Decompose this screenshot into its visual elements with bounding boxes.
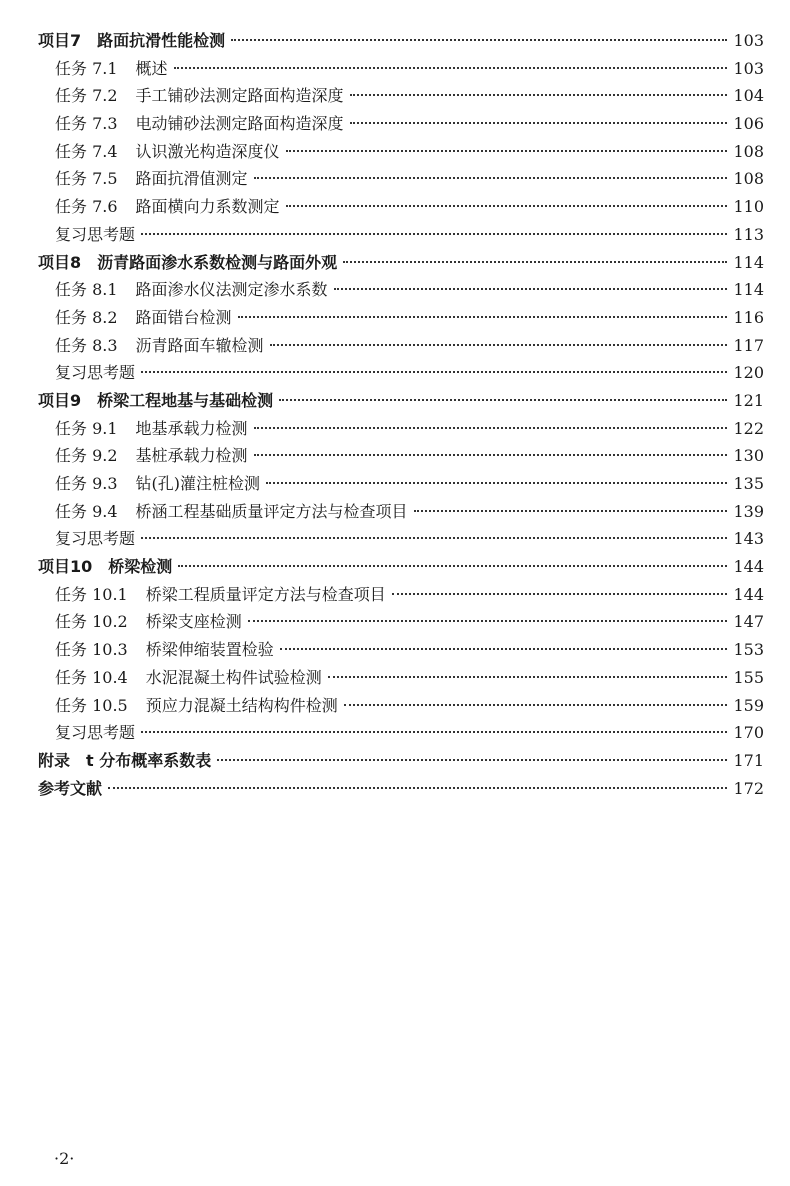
toc-entry-title: 手工铺砂法测定路面构造深度 — [135, 86, 344, 106]
toc-entry[interactable] — [38, 138, 764, 166]
toc-entry-title: 路面抗滑性能检测 — [97, 31, 226, 50]
dot-leader — [344, 704, 728, 706]
toc-entry-title: 基桩承载力检测 — [135, 446, 248, 466]
toc-entry-number: 任务 9.4 — [55, 501, 118, 521]
toc-entry[interactable] — [38, 498, 764, 526]
toc-entry-title: 路面抗滑值测定 — [135, 169, 248, 189]
toc-entry-title: 桥梁检测 — [108, 557, 173, 577]
toc-entry[interactable] — [38, 359, 764, 387]
toc-entry-page: 108 — [733, 141, 764, 161]
toc-entry-page: 170 — [733, 723, 764, 743]
toc-entry[interactable] — [38, 442, 764, 470]
table-of-contents — [38, 27, 764, 802]
dot-leader — [350, 94, 728, 96]
toc-entry-page: 139 — [733, 501, 764, 521]
toc-entry-title: 复习思考题 — [55, 224, 136, 244]
dot-leader — [270, 344, 728, 346]
toc-entry-number: 任务 10.1 — [55, 584, 128, 604]
toc-entry-title: 水泥混凝土构件试验检测 — [145, 667, 322, 687]
dot-leader — [238, 316, 728, 318]
toc-entry-title: 路面错台检测 — [135, 307, 232, 327]
toc-entry-title: 路面横向力系数测定 — [135, 197, 280, 217]
toc-entry[interactable] — [38, 193, 764, 221]
dot-leader — [280, 648, 728, 650]
dot-leader — [286, 150, 728, 152]
toc-entry-page: 108 — [733, 169, 764, 189]
dot-leader — [266, 482, 727, 484]
toc-entry-number: 任务 7.5 — [55, 169, 118, 189]
toc-entry-title: 概述 — [135, 58, 168, 78]
dot-leader — [414, 510, 728, 512]
dot-leader — [108, 787, 727, 789]
toc-entry-page: 104 — [733, 86, 764, 106]
toc-entry[interactable] — [38, 249, 764, 277]
toc-entry[interactable] — [38, 276, 764, 304]
toc-entry-page: 159 — [733, 695, 764, 715]
dot-leader — [254, 177, 728, 179]
dot-leader — [254, 427, 728, 429]
toc-entry-number: 任务 7.2 — [55, 86, 118, 106]
dot-leader — [141, 537, 727, 539]
toc-entry-page: 155 — [733, 667, 764, 687]
toc-entry[interactable] — [38, 221, 764, 249]
toc-entry-number: 任务 8.1 — [55, 280, 118, 300]
toc-entry-page: 106 — [733, 114, 764, 134]
dot-leader — [231, 39, 727, 41]
toc-entry-number: 项目9 — [38, 390, 82, 410]
dot-leader — [286, 205, 728, 207]
toc-entry-number: 任务 10.4 — [55, 667, 128, 687]
toc-entry-page: 130 — [733, 446, 764, 466]
dot-leader — [328, 676, 728, 678]
toc-entry-number: 任务 9.1 — [55, 418, 118, 438]
toc-entry-page: 171 — [733, 750, 764, 770]
toc-entry-title: 复习思考题 — [55, 529, 136, 549]
toc-entry[interactable] — [38, 636, 764, 664]
toc-entry-title: 复习思考题 — [55, 723, 136, 743]
toc-entry-page: 121 — [733, 390, 764, 410]
page-number: ·2· — [54, 1149, 75, 1168]
toc-entry-page: 117 — [733, 335, 764, 355]
toc-entry-title: 钻(孔)灌注桩检测 — [135, 474, 261, 493]
dot-leader — [254, 454, 728, 456]
toc-entry[interactable] — [38, 747, 764, 775]
toc-entry[interactable] — [38, 664, 764, 692]
toc-entry-title: 路面渗水仪法测定渗水系数 — [135, 280, 328, 300]
toc-entry-number: 任务 7.1 — [55, 58, 118, 78]
toc-entry-title: t 分布概率系数表 — [86, 750, 212, 770]
toc-entry[interactable] — [38, 332, 764, 360]
toc-entry-page: 116 — [733, 307, 764, 327]
toc-entry-page: 113 — [733, 224, 764, 244]
toc-entry[interactable] — [38, 719, 764, 747]
toc-entry-page: 114 — [733, 252, 764, 272]
toc-entry-page: 143 — [733, 529, 764, 549]
toc-entry-number: 任务 10.3 — [55, 640, 128, 660]
toc-entry-page: 122 — [733, 418, 764, 438]
toc-entry-title: 沥青路面车辙检测 — [135, 335, 264, 355]
dot-leader — [343, 261, 727, 263]
toc-entry-number: 附录 — [38, 750, 71, 770]
toc-entry-title: 桥梁支座检测 — [145, 612, 242, 632]
toc-entry-number: 任务 9.2 — [55, 446, 118, 466]
toc-entry-title: 桥梁工程质量评定方法与检查项目 — [145, 584, 386, 604]
toc-entry-title: 桥涵工程基础质量评定方法与检查项目 — [135, 501, 408, 521]
dot-leader — [334, 288, 728, 290]
toc-entry-number: 任务 7.3 — [55, 114, 118, 134]
toc-entry-number: 任务 8.2 — [55, 307, 118, 327]
toc-entry[interactable] — [38, 27, 764, 55]
toc-entry-title: 参考文献 — [38, 778, 103, 798]
dot-leader — [279, 399, 727, 401]
toc-entry[interactable] — [38, 692, 764, 720]
toc-entry-title: 认识激光构造深度仪 — [135, 141, 280, 161]
toc-entry-number: 项目8 — [38, 252, 82, 272]
toc-entry-page: 110 — [733, 197, 764, 217]
toc-entry-title: 桥梁工程地基与基础检测 — [97, 390, 274, 410]
toc-entry[interactable] — [38, 387, 764, 415]
toc-entry[interactable] — [38, 608, 764, 636]
toc-entry[interactable] — [38, 304, 764, 332]
toc-entry-title: 桥梁伸缩装置检验 — [145, 640, 274, 660]
dot-leader — [178, 565, 727, 567]
dot-leader — [350, 122, 728, 124]
toc-entry[interactable] — [38, 110, 764, 138]
toc-entry-page: 147 — [733, 612, 764, 632]
toc-entry-title: 预应力混凝土结构构件检测 — [145, 695, 338, 715]
toc-entry-number: 任务 7.6 — [55, 197, 118, 217]
toc-entry-number: 任务 7.4 — [55, 141, 118, 161]
dot-leader — [174, 67, 728, 69]
toc-entry-title: 沥青路面渗水系数检测与路面外观 — [97, 252, 338, 272]
dot-leader — [217, 759, 727, 761]
toc-entry-title: 电动铺砂法测定路面构造深度 — [135, 114, 344, 134]
toc-entry[interactable] — [38, 581, 764, 609]
toc-entry[interactable] — [38, 553, 764, 581]
dot-leader — [141, 371, 727, 373]
toc-entry-page: 103 — [733, 31, 764, 50]
toc-entry-page: 114 — [733, 280, 764, 300]
toc-entry[interactable] — [38, 525, 764, 553]
toc-entry[interactable] — [38, 775, 764, 803]
toc-entry-number: 项目10 — [38, 557, 93, 577]
toc-entry-page: 120 — [733, 363, 764, 383]
toc-entry[interactable] — [38, 82, 764, 110]
dot-leader — [392, 593, 728, 595]
toc-entry[interactable] — [38, 165, 764, 193]
dot-leader — [141, 731, 727, 733]
toc-entry-page: 172 — [733, 778, 764, 798]
toc-entry[interactable] — [38, 470, 764, 498]
toc-entry-number: 项目7 — [38, 31, 82, 50]
toc-entry[interactable] — [38, 55, 764, 83]
toc-entry-title: 复习思考题 — [55, 363, 136, 383]
toc-entry-page: 153 — [733, 640, 764, 660]
dot-leader — [141, 233, 727, 235]
toc-entry-title: 地基承载力检测 — [135, 418, 248, 438]
toc-entry-number: 任务 8.3 — [55, 335, 118, 355]
toc-entry-page: 103 — [733, 58, 764, 78]
dot-leader — [248, 620, 728, 622]
toc-entry-page: 144 — [733, 557, 764, 577]
toc-entry-number: 任务 10.5 — [55, 695, 128, 715]
toc-entry-page: 144 — [733, 584, 764, 604]
toc-entry-number: 任务 9.3 — [55, 474, 118, 493]
toc-entry-number: 任务 10.2 — [55, 612, 128, 632]
toc-entry[interactable] — [38, 415, 764, 443]
toc-entry-page: 135 — [733, 474, 764, 493]
